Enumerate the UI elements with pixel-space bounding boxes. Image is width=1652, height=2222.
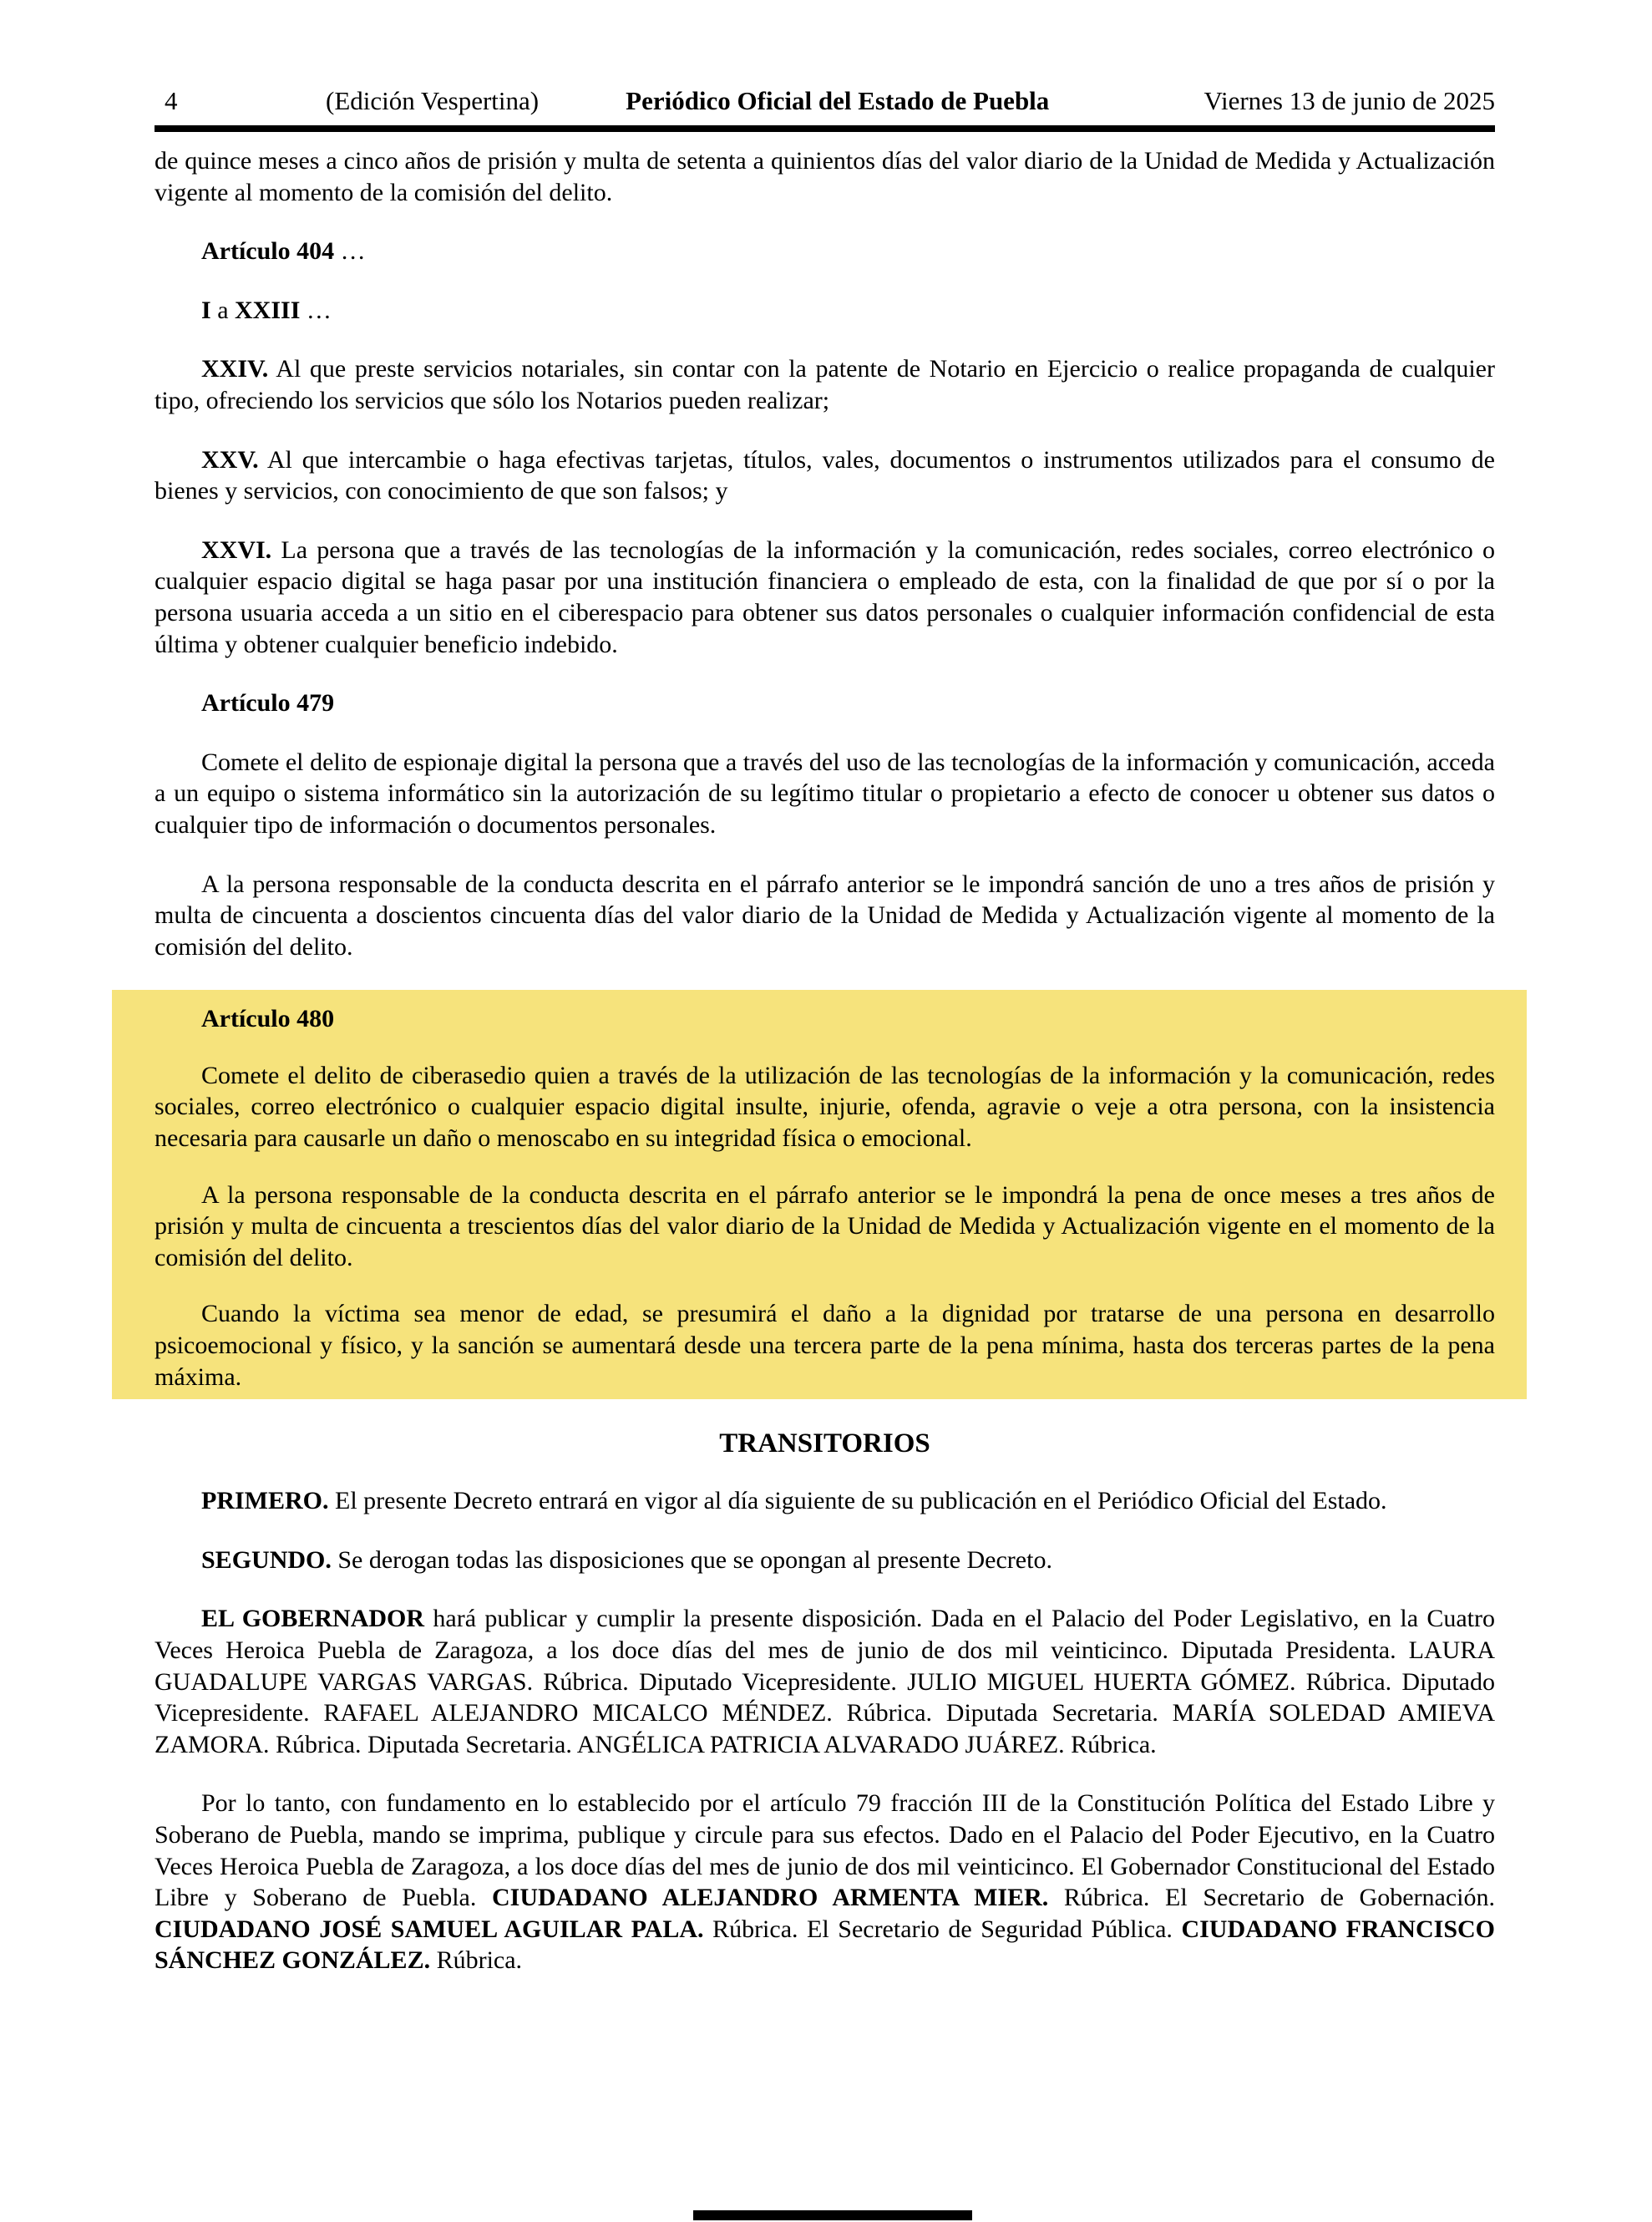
paragraph: Comete el delito de ciberasedio quien a través de la utilización de las tecnologías de la información y la comunicación, redes sociales, correo electrónico o cualquier espacio digital insulte, injurie, ofenda, agravie o veje a otra persona, con la insistencia necesaria para causarle un daño o menoscabo en su integridad física o emocional.	[155, 1061, 1495, 1153]
section-heading: TRANSITORIOS	[719, 1428, 930, 1459]
paragraph: I a XXIII …	[201, 296, 332, 324]
paragraph: SEGUNDO. Se derogan todas las disposiciones que se opongan al presente Decreto.	[201, 1545, 1052, 1574]
paragraph: Artículo 480	[201, 1005, 335, 1033]
paragraph: de quince meses a cinco años de prisión y multa de setenta a quinientos días del valor diario de la Unidad de Medida y Actualización vigente al momento de la comisión del delito.	[155, 147, 1495, 206]
paragraph: EL GOBERNADOR hará publicar y cumplir la presente disposición. Dada en el Palacio del Poder Legislativo, en la Cuatro Veces Heroica Puebla de Zaragoza, a los doce días del mes de junio de dos mil veinticinco. Diputada Presidenta. LAURA GUADALUPE VARGAS VARGAS. Rúbrica. Diputado Vicepresidente. JULIO MIGUEL HUERTA GÓMEZ. Rúbrica. Diputado Vicepresidente. RAFAEL ALEJANDRO MICALCO MÉNDEZ. Rúbrica. Diputada Secretaria. MARÍA SOLEDAD AMIEVA ZAMORA. Rúbrica. Diputada Secretaria. ANGÉLICA PATRICIA ALVARADO JUÁREZ. Rúbrica.	[155, 1605, 1496, 1758]
edition-label: (Edición Vespertina)	[326, 86, 540, 115]
highlighted-section	[112, 990, 1527, 1399]
paragraph: XXIV. Al que preste servicios notariales, sin contar con la patente de Notario en Ejercicio o realice propaganda de cualquier tipo, ofreciendo los servicios que sólo los Notarios pueden realizar;	[155, 355, 1495, 414]
gazette-title: Periódico Oficial del Estado de Puebla	[626, 86, 1050, 115]
footer-artifact-bar	[693, 2210, 972, 2220]
paragraph: Artículo 404 …	[201, 237, 366, 266]
paragraph: A la persona responsable de la conducta descrita en el párrafo anterior se le impondrá sanción de uno a tres años de prisión y multa de cincuenta a doscientos cincuenta días del valor diario de la Unidad de Medida y Actualización vigente al momento de la comisión del delito.	[155, 870, 1495, 961]
paragraph: Comete el delito de espionaje digital la persona que a través del uso de las tecnologías de la información y comunicación, acceda a un equipo o sistema informático sin la autorización de su legítimo titular o propietario a efecto de conocer u obtener sus datos o cualquier tipo de información o documentos personales.	[155, 748, 1495, 839]
document-body	[155, 132, 1495, 1976]
paragraph: Artículo 479	[201, 689, 335, 718]
header-rule	[155, 125, 1495, 132]
page-number: 4	[165, 86, 178, 115]
paragraph: Cuando la víctima sea menor de edad, se presumirá el daño a la dignidad por tratarse de una persona en desarrollo psicoemocional y físico, y la sanción se aumentará desde una tercera parte de la pena mínima, hasta dos terceras partes de la pena máxima.	[155, 1300, 1495, 1391]
issue-date: Viernes 13 de junio de 2025	[1204, 86, 1495, 115]
paragraph: XXVI. La persona que a través de las tecnologías de la información y la comunicación, redes sociales, correo electrónico o cualquier espacio digital se haga pasar por una institución financiera o empleado de esta, con la finalidad de que por sí o por la persona usuaria acceda a un sitio en el ciberespacio para obtener sus datos personales o cualquier información confidencial de esta última y obtener cualquier beneficio indebido.	[155, 535, 1495, 658]
paragraph: A la persona responsable de la conducta descrita en el párrafo anterior se le impondrá la pena de once meses a tres años de prisión y multa de cincuenta a trescientos días del valor diario de la Unidad de Medida y Actualización vigente en el momento de la comisión del delito.	[155, 1180, 1495, 1271]
page-header	[155, 84, 1495, 119]
paragraph: Por lo tanto, con fundamento en lo establecido por el artículo 79 fracción III de la Constitución Política del Estado Libre y Soberano de Puebla, mando se imprima, publique y circule para sus efectos. Dado en el Palacio del Poder Ejecutivo, en la Cuatro Veces Heroica Puebla de Zaragoza, a los doce días del mes de junio de dos mil veinticinco. El Gobernador Constitucional del Estado Libre y Soberano de Puebla. CIUDADANO ALEJANDRO ARMENTA MIER. Rúbrica. El Secretario de Gobernación. CIUDADANO JOSÉ SAMUEL AGUILAR PALA. Rúbrica. El Secretario de Seguridad Pública. CIUDADANO FRANCISCO SÁNCHEZ GONZÁLEZ. Rúbrica.	[155, 1789, 1496, 1975]
paragraph: PRIMERO. El presente Decreto entrará en vigor al día siguiente de su publicación en el Periódico Oficial del Estado.	[201, 1487, 1387, 1515]
paragraph: XXV. Al que intercambie o haga efectivas tarjetas, títulos, vales, documentos o instrumentos utilizados para el consumo de bienes y servicios, con conocimiento de que son falsos; y	[155, 445, 1495, 505]
gazette-page	[0, 84, 1652, 1976]
